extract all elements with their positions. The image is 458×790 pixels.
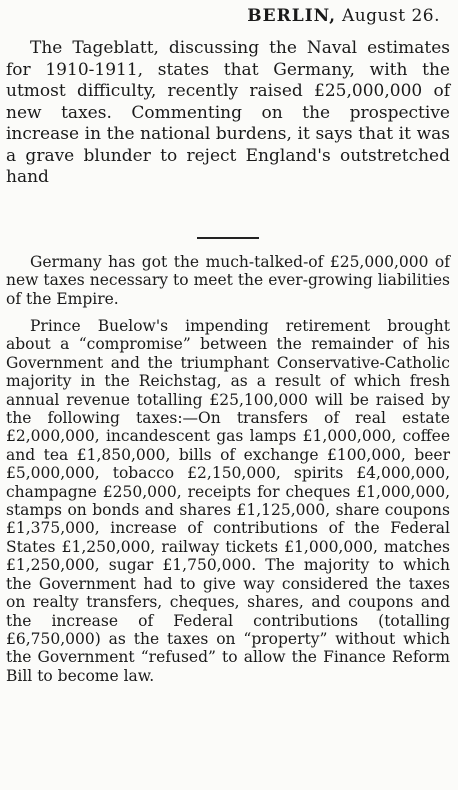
- dateline-city: BERLIN,: [247, 6, 337, 26]
- dateline: [247, 4, 440, 28]
- body-paragraph: Germany has got the much-talked-of £25,000,000 of new taxes necessary to meet the ever-growing liabilities of the Empire.: [6, 253, 450, 308]
- lead-paragraph: The Tageblatt, discussing the Naval estimates for 1910-1911, states that Germany, with the utmost difficulty, recently raised £25,000,000 of new taxes. Commenting on the prospective increase in the national burdens, it says that it was a grave blunder to reject England's outstretched hand: [6, 38, 450, 187]
- dateline-date: August 26.: [341, 6, 440, 26]
- section-divider: [197, 237, 259, 239]
- body-paragraph: Prince Buelow's impending retirement brought about a “compromise” between the remainder of his Government and the triumphant Conservative-Catholic majority in the Reichstag, as a result of which fresh annual revenue totalling £25,100,000 will be raised by the following taxes:—On transfers of real estate £2,000,000, incandescent gas lamps £1,000,000, coffee and tea £1,850,000, bills of exchange £100,000, beer £5,000,000, tobacco £2,150,000, spirits £4,000,000, champagne £250,000, receipts for cheques £1,000,000, stamps on bonds and shares £1,125,000, share coupons £1,375,000, increase of contributions of the Federal States £1,250,000, railway tickets £1,000,000, matches £1,250,000, sugar £1,750,000. The majority to which the Government had to give way considered the taxes on realty transfers, cheques, shares, and coupons and the increase of Federal contributions (totalling £6,750,000) as the taxes on “property” without which the Government “refused” to allow the Finance Reform Bill to become law.: [6, 317, 450, 685]
